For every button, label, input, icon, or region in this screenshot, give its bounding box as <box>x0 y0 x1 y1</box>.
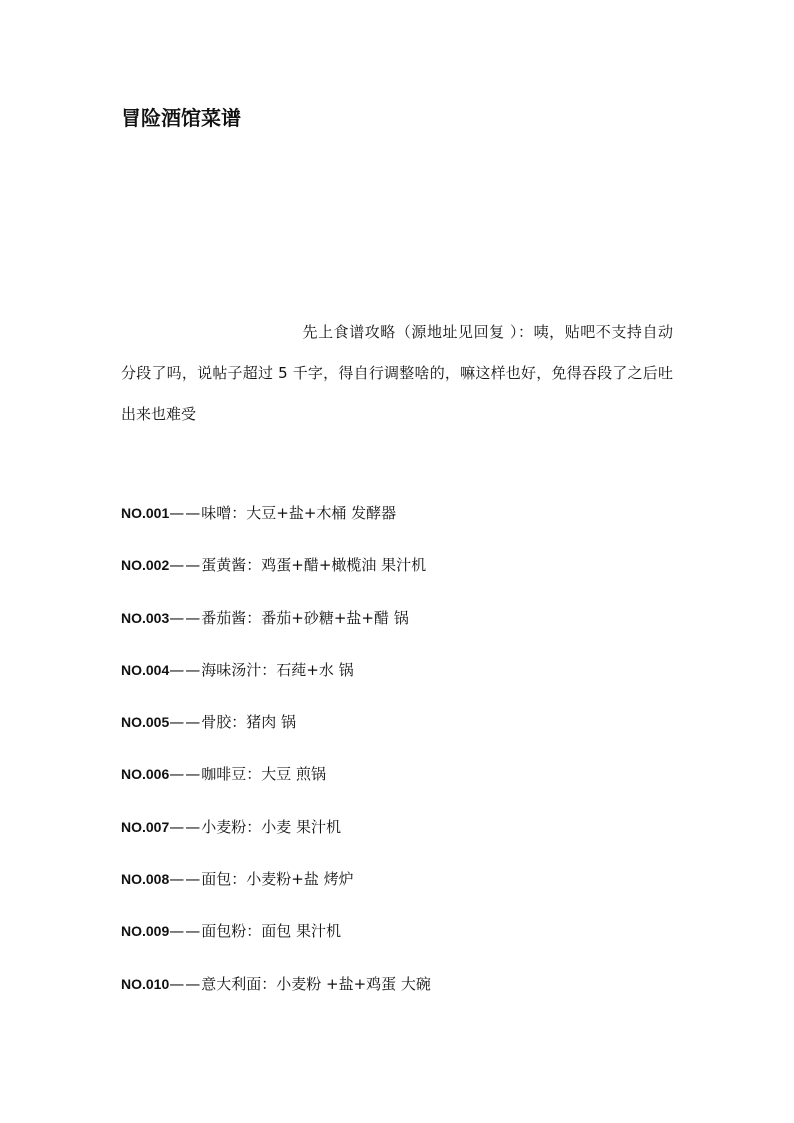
recipe-separator: —— <box>169 556 202 575</box>
recipe-item <box>121 656 431 708</box>
recipe-text: 意大利面：小麦粉 +盐+鸡蛋 大碗 <box>201 974 431 993</box>
recipe-item <box>121 708 431 760</box>
recipe-separator: —— <box>169 713 202 732</box>
recipe-separator: —— <box>169 817 202 836</box>
recipe-text: 小麦粉：小麦 果汁机 <box>201 817 342 836</box>
recipe-list <box>121 499 431 1022</box>
intro-text: 先上食谱攻略（源地址见回复 ）：咦，贴吧不支持自动分段了吗，说帖子超过 5 千字，得自行调整啥的，嘛这样也好，免得吞段了之后吐出来也难受 <box>121 323 673 423</box>
recipe-item <box>121 917 431 969</box>
recipe-number: NO.001 <box>121 505 170 521</box>
recipe-text: 骨胶：猪肉 锅 <box>201 713 297 732</box>
recipe-separator: —— <box>169 608 202 627</box>
recipe-text: 番茄酱：番茄+砂糖+盐+醋 锅 <box>201 608 409 627</box>
recipe-text: 面包：小麦粉+盐 烤炉 <box>201 870 354 889</box>
recipe-number: NO.006 <box>121 766 170 783</box>
recipe-item <box>121 499 431 551</box>
recipe-item <box>121 604 431 656</box>
recipe-number: NO.005 <box>121 714 170 731</box>
recipe-text: 咖啡豆：大豆 煎锅 <box>201 765 327 784</box>
recipe-separator: —— <box>169 974 202 993</box>
recipe-number: NO.007 <box>121 818 170 835</box>
page-title: 冒险酒馆菜谱 <box>121 106 241 130</box>
recipe-number: NO.004 <box>121 661 170 678</box>
recipe-separator: —— <box>169 922 202 941</box>
intro-paragraph <box>121 312 673 435</box>
recipe-separator: —— <box>169 765 202 784</box>
recipe-text: 海味汤汁：石莼+水 锅 <box>201 660 354 679</box>
recipe-text: 面包粉：面包 果汁机 <box>201 922 342 941</box>
recipe-separator: —— <box>169 660 202 679</box>
recipe-number: NO.010 <box>121 975 170 992</box>
recipe-text: 味噌：大豆+盐+木桶 发酵器 <box>201 504 397 522</box>
recipe-item <box>121 865 431 917</box>
recipe-text: 蛋黄酱：鸡蛋+醋+橄榄油 果汁机 <box>201 556 427 575</box>
recipe-item <box>121 813 431 865</box>
recipe-number: NO.009 <box>121 923 170 940</box>
recipe-separator: —— <box>169 870 202 889</box>
recipe-item <box>121 970 431 1022</box>
recipe-separator: —— <box>169 504 202 522</box>
recipe-number: NO.002 <box>121 557 170 574</box>
recipe-number: NO.008 <box>121 871 170 888</box>
recipe-number: NO.003 <box>121 609 170 626</box>
recipe-item <box>121 551 431 603</box>
recipe-item <box>121 760 431 812</box>
